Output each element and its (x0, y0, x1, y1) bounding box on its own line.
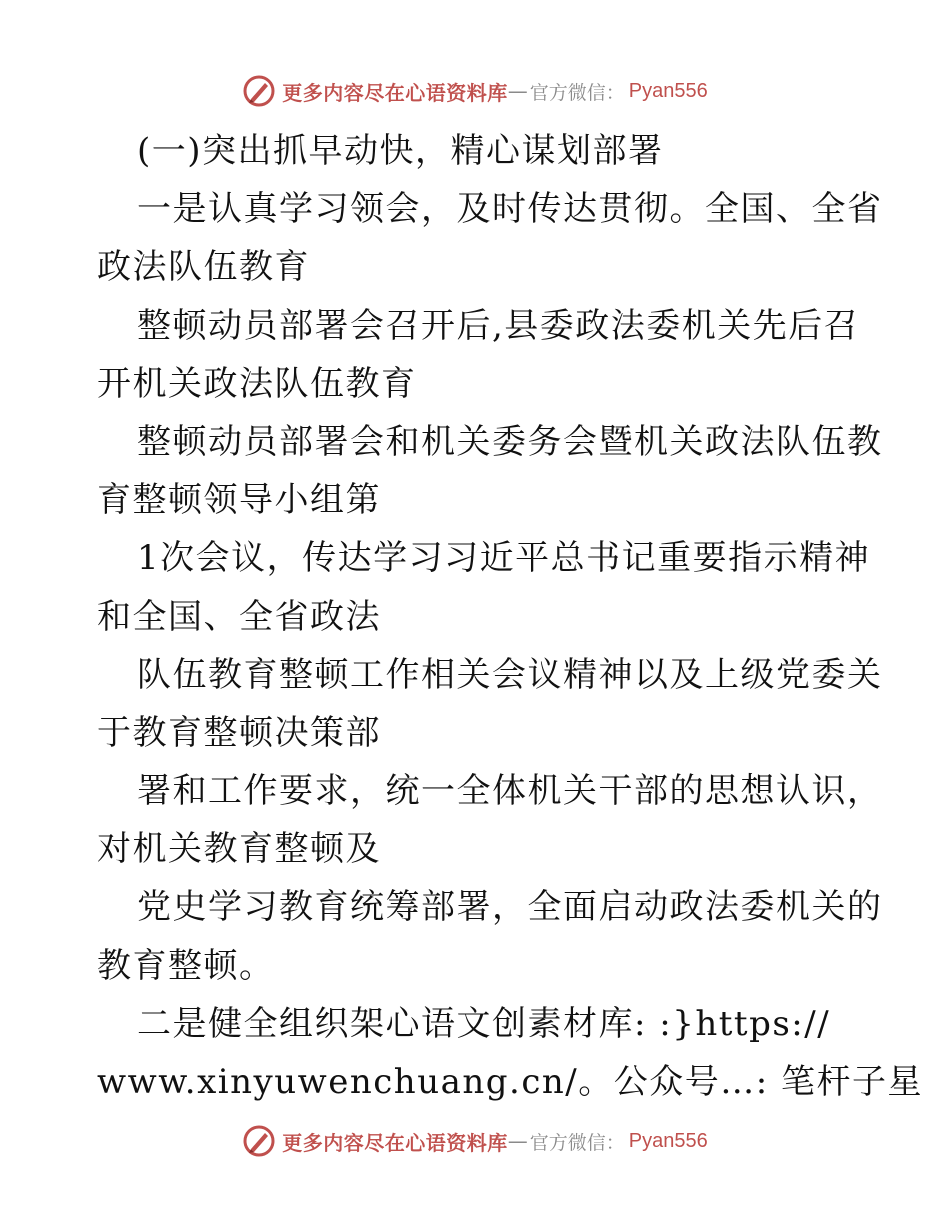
paragraph-line: 对机关教育整顿及 (97, 829, 381, 870)
paragraph-line: 育整顿领导小组第 (97, 480, 381, 521)
paragraph-line: 整顿动员部署会召开后,县委政法委机关先后召 (137, 305, 860, 346)
paragraph-line: 1次会议，传达学习习近平总书记重要指示精神 (137, 538, 871, 579)
paragraph-line: 二是健全组织架心语文创素材库: :}https:// (137, 1003, 831, 1044)
paragraph-line: 开机关政法队伍教育 (97, 363, 417, 404)
watermark-dash: — (507, 79, 528, 103)
paragraph-line: www.xinyuwenchuang.cn/。公众号…: 笔杆子星 (97, 1062, 923, 1102)
pen-logo-icon (242, 74, 276, 108)
section-heading: (一)突出抓早动快，精心谋划部署 (137, 131, 664, 171)
paragraph-line: 教育整顿。 (97, 945, 275, 986)
watermark-text: 更多内容尽在心语资料库 (282, 1130, 508, 1155)
header-watermark (0, 71, 950, 111)
watermark-wechat-id: Pyan556 (628, 1129, 708, 1152)
pen-logo-icon (242, 1124, 276, 1158)
footer-watermark (0, 1121, 950, 1161)
watermark-official-label: 官方微信： (529, 1131, 625, 1154)
paragraph-line: 于教育整顿决策部 (97, 712, 381, 753)
paragraph-line: 署和工作要求，统一全体机关干部的思想认识， (137, 771, 883, 812)
watermark-dash: — (507, 1129, 528, 1153)
paragraph-line: 队伍教育整顿工作相关会议精神以及上级党委关 (137, 654, 883, 695)
paragraph-line: 整顿动员部署会和机关委务会暨机关政法队伍教 (137, 421, 883, 462)
watermark-text: 更多内容尽在心语资料库 (282, 80, 508, 105)
paragraph-line: 党史学习教育统筹部署，全面启动政法委机关的 (137, 887, 883, 928)
paragraph-line: 政法队伍教育 (97, 247, 310, 288)
paragraph-line: 和全国、全省政法 (97, 596, 381, 637)
document-body (97, 122, 923, 1111)
watermark-wechat-id: Pyan556 (628, 79, 708, 102)
watermark-official-label: 官方微信： (529, 81, 625, 104)
paragraph-line: 一是认真学习领会，及时传达贯彻。全国、全省 (137, 189, 883, 230)
